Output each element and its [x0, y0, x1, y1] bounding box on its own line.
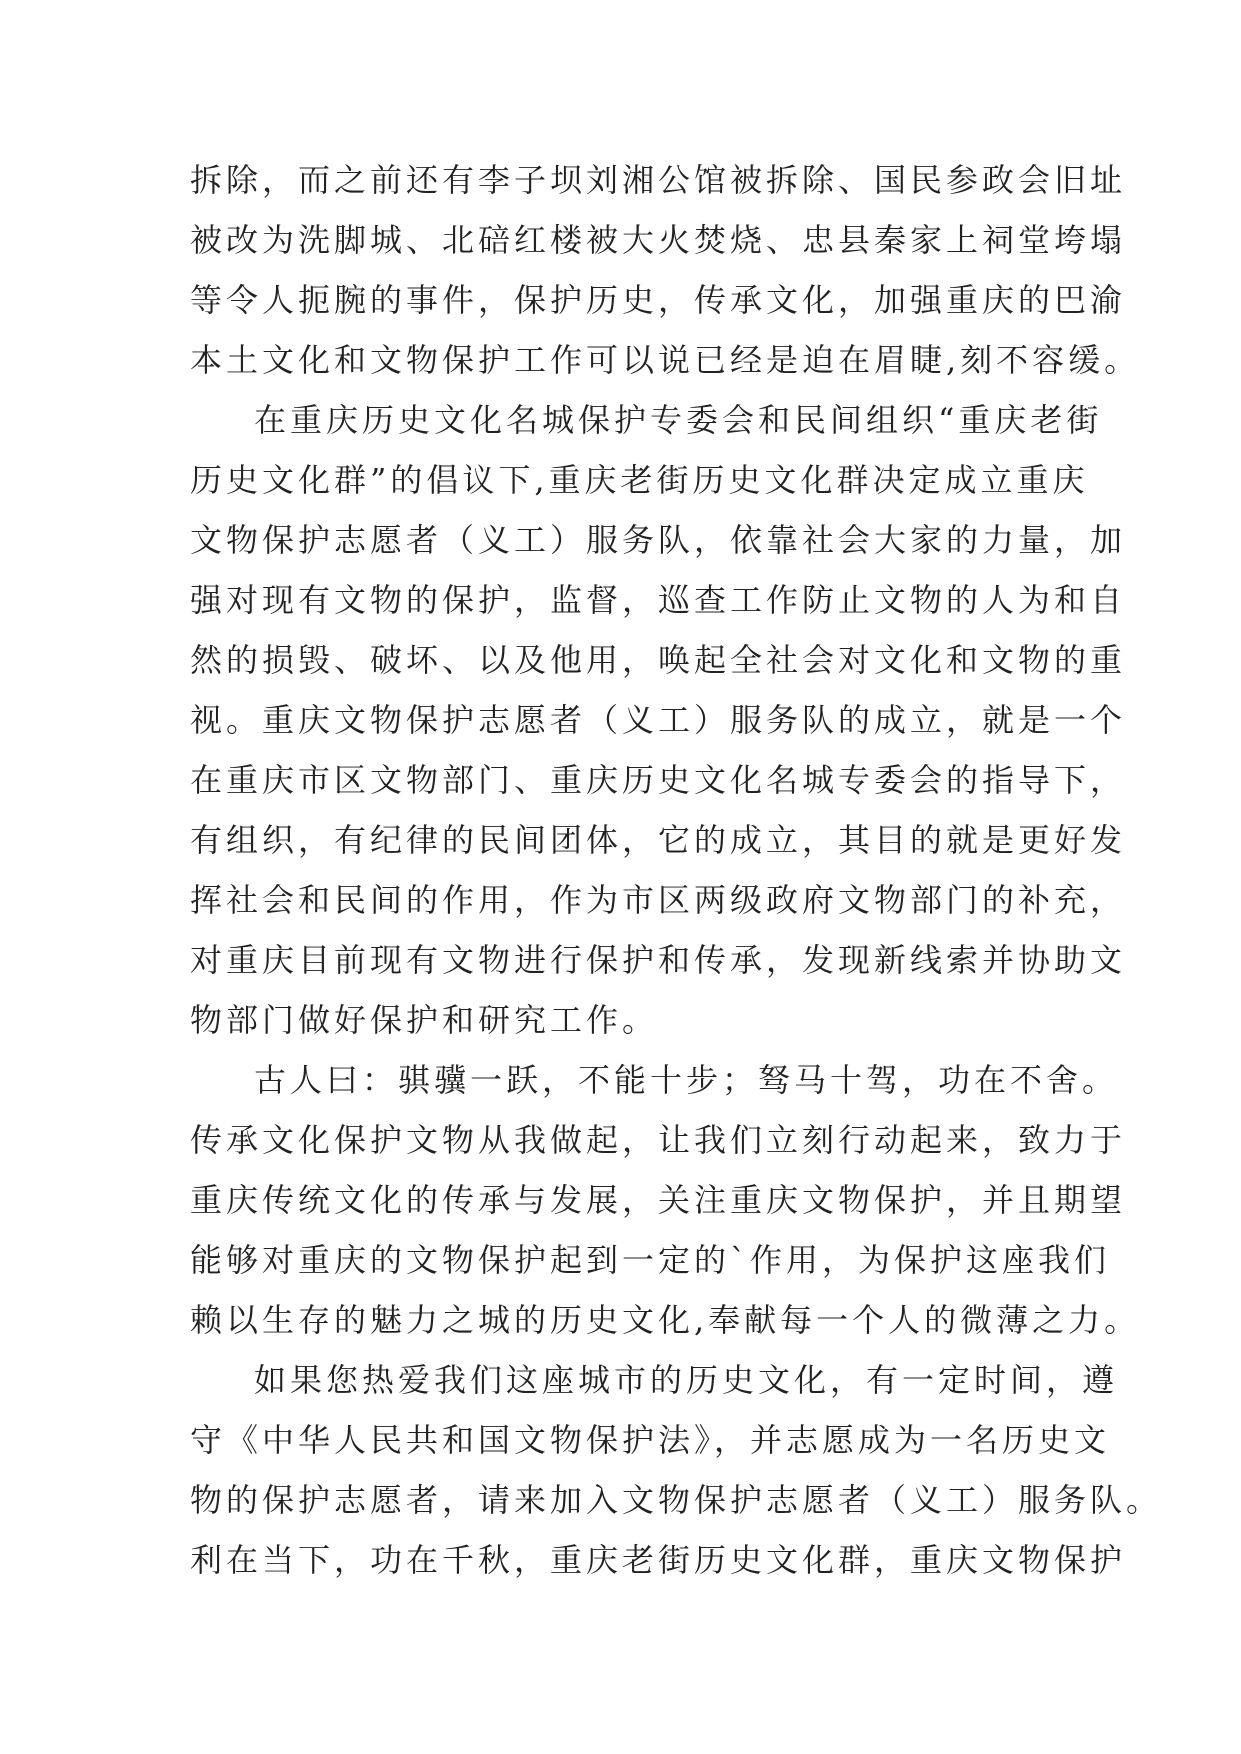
text-line: 物的保护志愿者，请来加入文物保护志愿者（义工）服务队。 [190, 1481, 1163, 1519]
text-line: 文物保护志愿者（义工）服务队，依靠社会大家的力量，加 [190, 521, 1127, 559]
text-line: 有组织，有纪律的民间团体，它的成立，其目的就是更好发 [190, 821, 1127, 859]
text-line: 守《中华人民共和国文物保护法》，并志愿成为一名历史文 [190, 1421, 1111, 1459]
text-line: 然的损毁、破坏、以及他用，唤起全社会对文化和文物的重 [190, 641, 1127, 679]
paragraph-first-line: 古人曰：骐骥一跃，不能十步；驽马十驾，功在不舍。 [254, 1061, 1119, 1099]
text-line: 等令人扼腕的事件，保护历史，传承文化，加强重庆的巴渝 [190, 281, 1127, 319]
text-line: 挥社会和民间的作用，作为市区两级政府文物部门的补充， [190, 881, 1127, 919]
text-line: 强对现有文物的保护，监督，巡查工作防止文物的人为和自 [190, 581, 1127, 619]
paragraph-first-line: 如果您热爱我们这座城市的历史文化，有一定时间，遵 [254, 1361, 1119, 1399]
text-line: 传承文化保护文物从我做起，让我们立刻行动起来，致力于 [190, 1121, 1127, 1159]
text-line: 拆除，而之前还有李子坝刘湘公馆被拆除、国民参政会旧址 [190, 161, 1127, 199]
text-line: 赖以生存的魅力之城的历史文化,奉献每一个人的微薄之力。 [190, 1301, 1141, 1339]
paragraph-first-line: 在重庆历史文化名城保护专委会和民间组织“重庆老街 [254, 401, 1103, 439]
text-line: 被改为洗脚城、北碚红楼被大火焚烧、忠县秦家上祠堂垮塌 [190, 221, 1127, 259]
text-line: 对重庆目前现有文物进行保护和传承，发现新线索并协助文 [190, 941, 1127, 979]
text-line: 历史文化群”的倡议下,重庆老街历史文化群决定成立重庆 [190, 461, 1089, 499]
text-line: 在重庆市区文物部门、重庆历史文化名城专委会的指导下， [190, 761, 1127, 799]
text-line: 利在当下，功在千秋，重庆老街历史文化群，重庆文物保护 [190, 1541, 1127, 1579]
text-line: 能够对重庆的文物保护起到一定的`作用，为保护这座我们 [190, 1241, 1111, 1279]
text-line: 重庆传统文化的传承与发展，关注重庆文物保护，并且期望 [190, 1181, 1127, 1219]
text-line: 视。重庆文物保护志愿者（义工）服务队的成立，就是一个 [190, 701, 1127, 739]
text-line: 物部门做好保护和研究工作。 [190, 1001, 659, 1039]
text-line: 本土文化和文物保护工作可以说已经是迫在眉睫,刻不容缓。 [190, 341, 1141, 379]
